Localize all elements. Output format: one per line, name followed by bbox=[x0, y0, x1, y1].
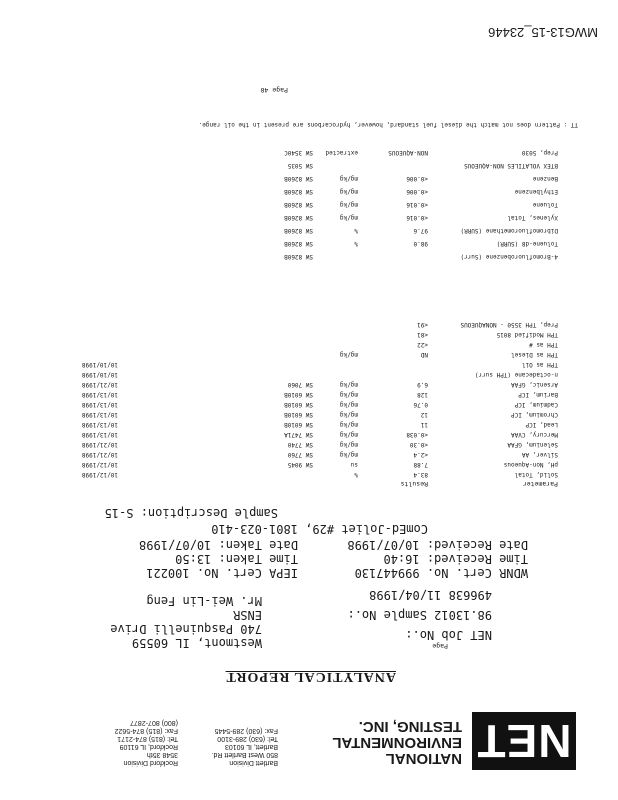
company-name-line2: ENVIRONMENTAL bbox=[332, 734, 462, 751]
cell-method: SW 6010B bbox=[284, 411, 313, 418]
cell-date: 10/13/1998 bbox=[81, 431, 118, 438]
cell-param: Xylenes, Total bbox=[507, 214, 558, 221]
bartlett-line: Bartlett Division bbox=[229, 759, 278, 766]
cell-method: SW 7060 bbox=[287, 381, 313, 388]
table-row bbox=[38, 369, 558, 378]
date-received: Date Received: 10/07/1998 bbox=[347, 538, 528, 552]
cell-method: SW 7471A bbox=[284, 431, 313, 438]
cell-units: mg/kg bbox=[339, 351, 358, 358]
footnote: TT : Pattern does not match the diesel fuel standard, however, hydrocarbons are present in the oil range. bbox=[198, 121, 578, 128]
table-row bbox=[38, 359, 558, 368]
cell-method: SW 8260B bbox=[284, 214, 313, 221]
cell-param: BTEX VOLATILES NON-AQUEOUS bbox=[464, 162, 558, 169]
bartlett-line: 850 West Bartlett Rd. bbox=[211, 751, 278, 758]
cell-result: <0.016 bbox=[406, 214, 428, 221]
cell-date: 10/13/1998 bbox=[81, 391, 118, 398]
cell-method: SW 8260B bbox=[284, 240, 313, 247]
page-label: Page bbox=[432, 642, 448, 650]
rockford-line: Rockford, IL 61109 bbox=[119, 743, 178, 750]
cell-date: 10/21/1998 bbox=[81, 381, 118, 388]
client-line: Westmont, IL 60559 bbox=[131, 636, 262, 650]
rockford-line: 3548 35th bbox=[146, 751, 178, 758]
cell-date: 10/21/1998 bbox=[81, 441, 118, 448]
table-row bbox=[38, 439, 558, 448]
cell-result: <0.30 bbox=[409, 441, 428, 448]
cell-units: su bbox=[350, 461, 358, 468]
net-job-label: NET Job No.: bbox=[405, 628, 492, 642]
table-row bbox=[38, 419, 558, 428]
cell-units: mg/kg bbox=[339, 421, 358, 428]
cell-param: TPH as Diesel bbox=[511, 351, 558, 358]
cell-date: 10/12/1998 bbox=[81, 461, 118, 468]
company-name-line1: NATIONAL bbox=[385, 750, 462, 767]
cell-result: 98.0 bbox=[413, 240, 428, 247]
page-footer: Page 48 bbox=[260, 86, 288, 94]
cell-param: Prep, 5030 bbox=[521, 149, 558, 156]
cell-units: mg/kg bbox=[339, 175, 358, 182]
cell-date: 10/12/1998 bbox=[81, 471, 118, 478]
cell-units: % bbox=[354, 227, 358, 234]
cell-result: NON-AQUEOUS bbox=[388, 149, 428, 156]
cell-date: 10/13/1998 bbox=[81, 421, 118, 428]
cell-units: % bbox=[354, 471, 358, 478]
table-row bbox=[38, 251, 558, 260]
cell-date: 10/10/1998 bbox=[81, 371, 118, 378]
cell-method: SW 6010B bbox=[284, 401, 313, 408]
cell-result: <0.016 bbox=[406, 201, 428, 208]
cell-param: Dibromofluoromethane (SURR) bbox=[460, 227, 558, 234]
parameter-header: Parameter bbox=[522, 480, 558, 488]
cell-method: SW 8260B bbox=[284, 227, 313, 234]
table-row bbox=[38, 349, 558, 358]
cell-param: Barium, ICP bbox=[518, 391, 558, 398]
table-row bbox=[38, 459, 558, 468]
bartlett-division bbox=[212, 726, 278, 766]
cell-method: SW 6010B bbox=[284, 421, 313, 428]
cell-units: extracted bbox=[325, 149, 358, 156]
cell-param: Solid, Total bbox=[514, 471, 558, 478]
table-row bbox=[38, 409, 558, 418]
table-row bbox=[38, 319, 558, 328]
cell-units: % bbox=[354, 240, 358, 247]
cell-result: 128 bbox=[417, 391, 428, 398]
cell-result: <0.006 bbox=[406, 188, 428, 195]
cell-param: Toluene-d8 (SURR) bbox=[496, 240, 558, 247]
cell-units: mg/kg bbox=[339, 441, 358, 448]
rockford-line: Tel: (815) 874-2171 bbox=[117, 735, 178, 742]
cell-date: 10/13/1998 bbox=[81, 401, 118, 408]
cell-result: 83.4 bbox=[413, 471, 428, 478]
table-row bbox=[38, 449, 558, 458]
sample-site: ComEd-Joliet #29, 1801-023-410 bbox=[211, 522, 428, 536]
cell-param: n-octadecane (TPH surr) bbox=[474, 371, 558, 378]
sample-description: Sample Description: S-15 bbox=[104, 506, 278, 520]
table-row bbox=[38, 147, 558, 156]
cell-result: 12 bbox=[420, 411, 428, 418]
company-name-line3: TESTING, INC. bbox=[358, 718, 462, 735]
client-line: ENSR bbox=[233, 608, 262, 622]
time-received: Time Received: 16:40 bbox=[383, 552, 528, 566]
cell-method: SW 8260B bbox=[284, 201, 313, 208]
cell-units: mg/kg bbox=[339, 381, 358, 388]
cell-method: SW 5035 bbox=[287, 162, 313, 169]
cell-result: 97.6 bbox=[413, 227, 428, 234]
cell-result: 6.9 bbox=[417, 381, 428, 388]
iepa-cert: IEPA Cert. No. 100221 bbox=[146, 566, 298, 580]
table-row bbox=[38, 160, 558, 169]
cell-units: mg/kg bbox=[339, 188, 358, 195]
cell-result: 11 bbox=[420, 421, 428, 428]
rockford-line: Rockford Division bbox=[123, 759, 178, 766]
cell-date: 10/10/1998 bbox=[81, 361, 118, 368]
rockford-line: Fax: (815) 874-5622 bbox=[114, 727, 178, 734]
cell-param: Arsenic, GFAA bbox=[511, 381, 558, 388]
cell-units: mg/kg bbox=[339, 391, 358, 398]
rockford-line: (800) 807-2877 bbox=[130, 719, 178, 726]
table-row bbox=[38, 173, 558, 182]
bartlett-line: Bartlett, IL 60103 bbox=[224, 743, 278, 750]
taken-block bbox=[139, 538, 298, 580]
table-row bbox=[38, 399, 558, 408]
table-row bbox=[38, 389, 558, 398]
cell-param: TPH as # bbox=[529, 341, 558, 348]
cell-param: Chromium, ICP bbox=[511, 411, 558, 418]
table-row bbox=[38, 429, 558, 438]
cell-param: TPH Modified 8015 bbox=[496, 331, 558, 338]
cell-units: mg/kg bbox=[339, 201, 358, 208]
cell-param: Silver, AA bbox=[521, 451, 558, 458]
table-row bbox=[38, 225, 558, 234]
wdnr-cert: WDNR Cert. No. 999447130 bbox=[354, 566, 528, 580]
cell-units: mg/kg bbox=[339, 431, 358, 438]
client-address bbox=[110, 594, 262, 650]
client-line: Mr. Wei-Lin Feng bbox=[146, 594, 262, 608]
table-row bbox=[38, 212, 558, 221]
cell-units: mg/kg bbox=[339, 401, 358, 408]
cell-date: 10/13/1998 bbox=[81, 411, 118, 418]
document-id: MWG13-15_23446 bbox=[488, 25, 598, 40]
cell-method: SW 7740 bbox=[287, 441, 313, 448]
cell-method: SW 7760 bbox=[287, 451, 313, 458]
cell-result: <91 bbox=[417, 321, 428, 328]
table-row bbox=[38, 199, 558, 208]
cell-param: Toluene bbox=[532, 201, 558, 208]
cell-result: <22 bbox=[417, 341, 428, 348]
rockford-division bbox=[115, 718, 178, 766]
client-line: 740 Pasquinelli Drive bbox=[110, 622, 262, 636]
cell-param: Selenium, GFAA bbox=[507, 441, 558, 448]
time-taken: Time Taken: 13:50 bbox=[175, 552, 298, 566]
cell-method: SW 8260B bbox=[284, 188, 313, 195]
cell-method: SW 8260B bbox=[284, 253, 313, 260]
cell-param: Lead, ICP bbox=[525, 421, 558, 428]
table-row bbox=[38, 469, 558, 478]
cell-param: 4-Bromofluorobenzene (Surr) bbox=[460, 253, 558, 260]
table-row bbox=[38, 379, 558, 388]
received-block bbox=[347, 538, 528, 580]
cell-method: SW 9045 bbox=[287, 461, 313, 468]
cell-result: 0.76 bbox=[413, 401, 428, 408]
table-row bbox=[38, 339, 558, 348]
cell-result: ND bbox=[420, 351, 428, 358]
cell-result: 7.88 bbox=[413, 461, 428, 468]
cell-param: Benzene bbox=[532, 175, 558, 182]
table-row bbox=[38, 329, 558, 338]
cell-units: mg/kg bbox=[339, 411, 358, 418]
cell-result: <0.006 bbox=[406, 175, 428, 182]
cell-result: <81 bbox=[417, 331, 428, 338]
results-header: Results bbox=[400, 480, 428, 488]
cell-result: <2.4 bbox=[413, 451, 428, 458]
cell-method: SW 6010B bbox=[284, 391, 313, 398]
cell-method: SW 3540C bbox=[284, 149, 313, 156]
cell-param: Mercury, CVAA bbox=[511, 431, 558, 438]
sample-no-line: 98.13012 Sample No.: bbox=[347, 608, 492, 622]
cell-param: Prep, TPH 3550 - NONAQUEOUS bbox=[460, 321, 558, 328]
cell-units: mg/kg bbox=[339, 451, 358, 458]
cell-units: mg/kg bbox=[339, 214, 358, 221]
net-logo: NET bbox=[472, 712, 576, 770]
cell-date: 10/21/1998 bbox=[81, 451, 118, 458]
bartlett-line: Tel: (630) 289-3100 bbox=[217, 735, 278, 742]
cell-method: SW 8260B bbox=[284, 175, 313, 182]
table-row bbox=[38, 238, 558, 247]
cell-result: <0.038 bbox=[406, 431, 428, 438]
table-row bbox=[38, 186, 558, 195]
bartlett-line: Fax: (630) 289-5445 bbox=[214, 727, 278, 734]
report-date-line: 496638 11/04/1998 bbox=[369, 588, 492, 602]
cell-param: TPH as Oil bbox=[521, 361, 558, 368]
cell-param: Ethylbenzene bbox=[514, 188, 558, 195]
cell-param: pH, Non-Aqueous bbox=[503, 461, 558, 468]
date-taken: Date Taken: 10/07/1998 bbox=[139, 538, 298, 552]
report-title: ANALYTICAL REPORT bbox=[225, 669, 396, 684]
cell-param: Cadmium, ICP bbox=[514, 401, 558, 408]
